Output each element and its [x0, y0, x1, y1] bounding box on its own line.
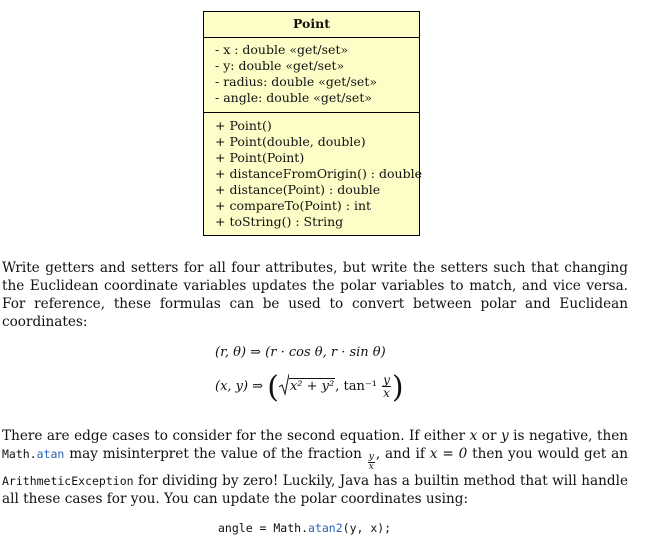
sqrt-radical-icon	[279, 374, 289, 396]
formula-lhs: (x, y) ⇒	[215, 379, 264, 394]
code-snippet	[218, 521, 391, 535]
sqrt-expression	[279, 374, 335, 396]
code-suffix: (y, x);	[342, 521, 392, 535]
uml-method: + Point(double, double)	[215, 134, 366, 149]
fraction-denominator: x	[368, 462, 374, 472]
y-over-x-fraction	[382, 374, 391, 399]
close-paren: )	[391, 370, 404, 405]
uml-method: + compareTo(Point) : int	[215, 198, 372, 213]
uml-attribute: - x : double «get/set»	[215, 42, 349, 57]
edge-case-paragraph	[2, 427, 628, 508]
fraction-denominator: x	[383, 386, 390, 400]
uml-attribute: - y: double «get/set»	[215, 58, 345, 73]
code-function: atan2	[308, 521, 343, 535]
uml-methods	[204, 113, 422, 235]
open-paren: (	[267, 370, 279, 405]
uml-attributes	[204, 38, 419, 113]
inline-fraction	[368, 453, 375, 472]
polar-to-euclidean-formula: (r, θ) ⇒ (r · cos θ, r · sin θ)	[215, 345, 386, 360]
uml-attribute: - radius: double «get/set»	[215, 74, 377, 89]
sqrt-radicand: x² + y²	[289, 379, 335, 394]
text: for dividing by zero! Luckily, Java has a builtin method that will handle all these cases for you. You can update the polar coordinates using:	[2, 473, 628, 507]
var-y: y	[500, 428, 509, 444]
text: is negative, then	[508, 428, 628, 444]
uml-class-name: Point	[204, 12, 419, 38]
fraction-numerator: y	[368, 452, 374, 462]
uml-attribute: - angle: double «get/set»	[215, 90, 372, 105]
uml-class-box	[203, 11, 420, 236]
code-math: Math.	[2, 447, 37, 461]
code-prefix: angle = Math.	[218, 521, 309, 535]
uml-method: + distance(Point) : double	[215, 182, 381, 197]
euclidean-to-polar-formula: (x, y) ⇒ ( x² + y², tan⁻¹ $\frac{y}{x}$ )	[215, 370, 404, 405]
text: There are edge cases to consider for the second equation. If either	[2, 428, 470, 444]
text: or	[477, 428, 501, 444]
uml-method: + Point(Point)	[215, 150, 305, 165]
var-x: x	[469, 428, 478, 444]
fraction-numerator: y	[383, 373, 390, 387]
uml-method: + Point()	[215, 118, 272, 133]
uml-method: + distanceFromOrigin() : double	[215, 166, 422, 181]
x-equals-zero: x = 0	[429, 446, 468, 462]
code-exception: ArithmeticException	[2, 474, 134, 488]
code-atan: atan	[36, 447, 65, 461]
text: , and if	[375, 446, 430, 462]
text: then you would get an	[467, 446, 629, 462]
text: may misinterpret the value of the fraction	[64, 446, 367, 462]
instructions-paragraph: Write getters and setters for all four attributes, but write the setters such that changing the Euclidean coordinate variables updates the polar variables to match, and vice versa. For reference, these formulas can be used to convert between polar and Euclidean coordinates:	[2, 260, 628, 330]
uml-method: + toString() : String	[215, 214, 344, 229]
atan-label: tan⁻¹	[343, 379, 377, 394]
